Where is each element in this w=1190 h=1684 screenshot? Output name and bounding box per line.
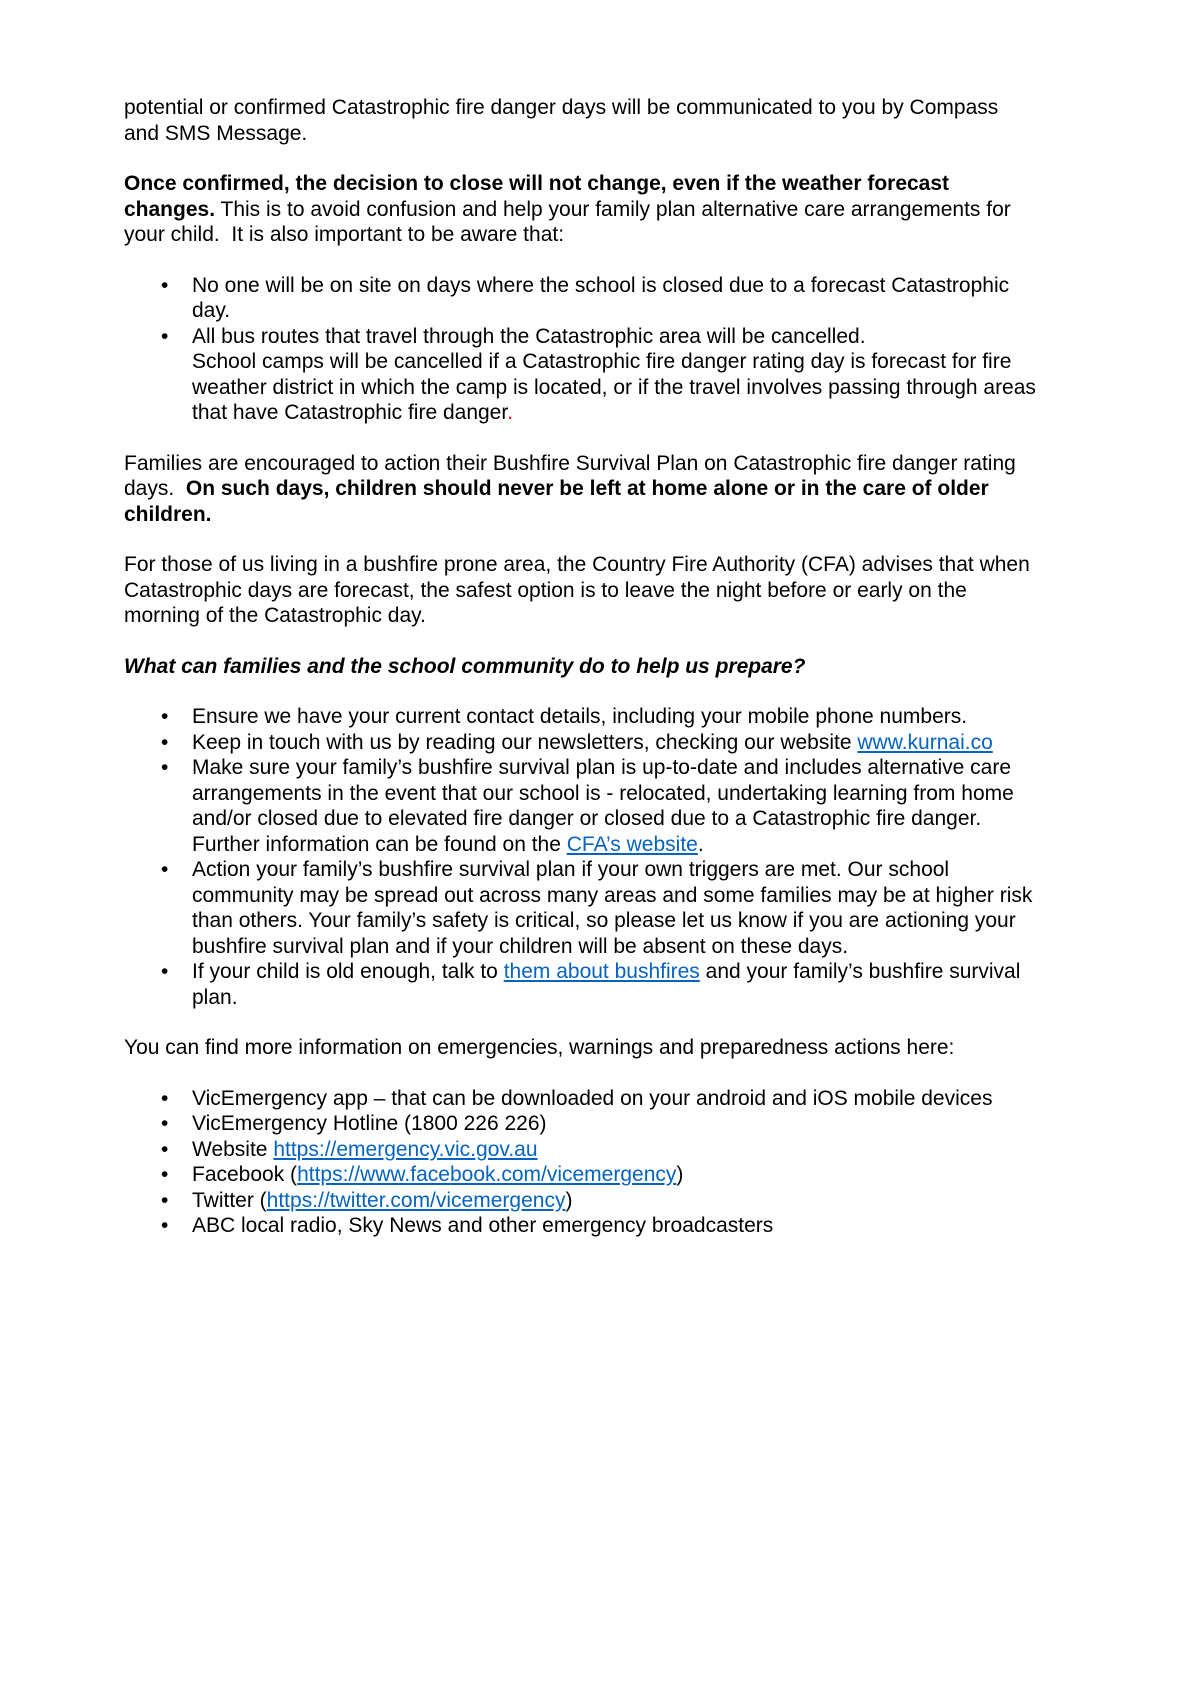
text-segment: Ensure we have your current contact details, including your mobile phone numbers. xyxy=(192,705,968,728)
hyperlink[interactable]: https://emergency.vic.gov.au xyxy=(273,1137,538,1161)
list-item xyxy=(124,1086,1038,1112)
text-segment: and your family’s bushfire survival plan. xyxy=(192,960,1021,1009)
text-segment: No one will be on site on days where the school is closed due to a forecast Catastrophic day. xyxy=(192,273,1010,322)
text-segment: Families are encouraged to action their Bushfire Survival Plan on Catastrophic fire danger rating days. xyxy=(124,451,1016,500)
text-segment: School camps will be cancelled if a Catastrophic fire danger rating day is forecast for fire weather district in which the camp is located, or if the travel involves passing through areas that have Catastrophic fire danger xyxy=(192,350,1036,424)
text-segment: . xyxy=(697,832,704,856)
prepare-actions-list xyxy=(124,704,1038,1010)
hyperlink[interactable]: https://twitter.com/vicemergency xyxy=(266,1188,566,1212)
text-segment: . xyxy=(507,401,514,424)
hyperlink[interactable]: www.kurnai.co xyxy=(857,730,993,754)
text-segment: On such days, children should never be left at home alone or in the care of older children. xyxy=(124,477,989,526)
text-segment: Keep in touch with us by reading our newsletters, checking our website xyxy=(192,730,858,754)
text-segment: Make sure your family’s bushfire survival plan is up-to-date and includes alternative care arrangements in the event that our school is - relocated, undertaking learning from home and/or closed due to elevated fire danger or closed due to a Catastrophic fire danger. Further information can be found on the xyxy=(192,756,1014,856)
list-item xyxy=(124,1111,1038,1137)
heading-prepare: What can families and the school community do to help us prepare? xyxy=(124,654,806,678)
list-item xyxy=(124,1188,1038,1214)
paragraph-survival-plan xyxy=(124,451,1038,528)
list-item xyxy=(124,959,1038,1010)
text-segment: ) xyxy=(565,1188,573,1212)
hyperlink[interactable]: https://www.facebook.com/vicemergency xyxy=(297,1163,677,1186)
text-segment: All bus routes that travel through the Catastrophic area will be cancelled. xyxy=(192,324,866,348)
hyperlink[interactable]: them about bushfires xyxy=(503,960,700,983)
list-item xyxy=(124,704,1038,730)
text-segment: Twitter ( xyxy=(192,1188,267,1212)
hyperlink[interactable]: CFA’s website xyxy=(566,832,698,856)
list-item xyxy=(124,324,1038,426)
text-segment: Once confirmed, the decision to close will not change, even if the weather forecast changes. xyxy=(124,172,950,221)
text-segment: Website xyxy=(192,1137,274,1161)
paragraph-compass-sms: potential or confirmed Catastrophic fire danger days will be communicated to you by Compass and SMS Message. xyxy=(124,96,999,145)
list-item xyxy=(124,1213,1038,1239)
paragraph-more-info: You can find more information on emergencies, warnings and preparedness actions here: xyxy=(124,1036,955,1059)
text-segment: This is to avoid confusion and help your family plan alternative care arrangements for your child. It is also important to be aware that: xyxy=(124,197,1011,246)
list-item xyxy=(124,730,1038,756)
paragraph-closure-decision xyxy=(124,171,1038,248)
list-item xyxy=(124,1162,1038,1188)
text-segment: ABC local radio, Sky News and other emergency broadcasters xyxy=(192,1214,774,1237)
text-segment: If your child is old enough, talk to xyxy=(192,960,504,983)
paragraph-cfa-advice: For those of us living in a bushfire prone area, the Country Fire Authority (CFA) advises that when Catastrophic days are forecast, the safest option is to leave the night before or early on the morning of the Catastrophic day. xyxy=(124,553,1030,627)
text-segment: VicEmergency app – that can be downloaded on your android and iOS mobile devices xyxy=(192,1086,993,1110)
text-segment: ) xyxy=(676,1163,684,1186)
closure-impacts-list xyxy=(124,273,1038,426)
text-segment: Facebook ( xyxy=(192,1163,298,1186)
text-segment: VicEmergency Hotline (1800 226 226) xyxy=(192,1112,547,1135)
emergency-resources-list xyxy=(124,1086,1038,1239)
list-item xyxy=(124,1137,1038,1163)
text-segment: Action your family’s bushfire survival plan if your own triggers are met. Our school community may be spread out across many areas and some families may be at higher risk than others. Your family’s safety is critical, so please let us know if you are actioning your bushfire survival plan and if your children will be absent on these days. xyxy=(192,858,1033,958)
list-item xyxy=(124,755,1038,857)
list-item xyxy=(124,857,1038,959)
list-item xyxy=(124,273,1038,324)
